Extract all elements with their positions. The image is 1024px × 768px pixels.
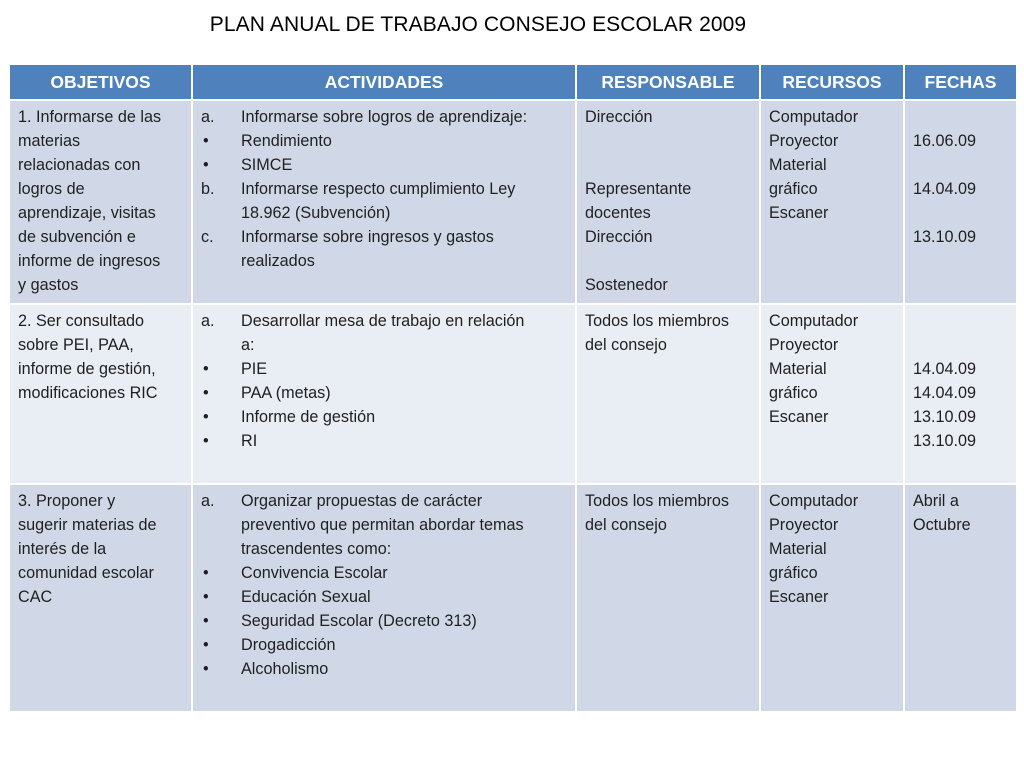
- list-item-text: Educación Sexual: [241, 588, 371, 606]
- recurso-line: Computador: [769, 312, 859, 330]
- responsable-cell: [576, 304, 760, 484]
- objetivo-line: aprendizaje, visitas: [18, 204, 156, 222]
- actividades-cell: [192, 100, 576, 304]
- objetivo-line: informe de gestión,: [18, 360, 156, 378]
- recurso-line: Material: [769, 540, 827, 558]
- list-item-text: PAA (metas): [241, 384, 331, 402]
- list-item: [201, 405, 567, 429]
- header-row: [9, 64, 1017, 100]
- actividades-cell: [192, 484, 576, 712]
- list-item: [201, 105, 567, 129]
- table-row: [9, 484, 1017, 712]
- bullet-icon: •: [203, 360, 209, 378]
- header-fechas: FECHAS: [904, 64, 1017, 100]
- objetivo-line: materias: [18, 132, 81, 150]
- list-item-text: Informarse respecto cumplimiento Ley: [241, 180, 516, 198]
- list-item-text: RI: [241, 432, 258, 450]
- bullet-icon: •: [203, 564, 209, 582]
- recurso-line: Computador: [769, 108, 859, 126]
- fecha-line: 13.10.09: [913, 432, 977, 450]
- list-item: [201, 357, 567, 381]
- list-item-text: 18.962 (Subvención): [241, 204, 391, 222]
- header-recursos: RECURSOS: [760, 64, 904, 100]
- list-item-text: Desarrollar mesa de trabajo en relación: [241, 312, 525, 330]
- spacer: [913, 309, 1008, 333]
- list-item-text: SIMCE: [241, 156, 293, 174]
- list-item: [201, 489, 567, 561]
- list-item-text: Organizar propuestas de carácter: [241, 492, 483, 510]
- header-objetivos: OBJETIVOS: [9, 64, 192, 100]
- objetivo-line: interés de la: [18, 540, 107, 558]
- spacer: [913, 333, 1008, 357]
- fechas-cell: [904, 484, 1017, 712]
- bullet-icon: •: [203, 660, 209, 678]
- list-item: [201, 561, 567, 585]
- recurso-line: Proyector: [769, 336, 839, 354]
- actividades-cell: [192, 304, 576, 484]
- actividades-list: [201, 489, 567, 681]
- responsable-line: Dirección: [585, 108, 653, 126]
- responsable-cell: [576, 484, 760, 712]
- recursos-cell: [760, 484, 904, 712]
- responsable-line: Todos los miembros: [585, 492, 729, 510]
- objetivo-line: 3. Proponer y: [18, 492, 116, 510]
- recurso-line: Proyector: [769, 132, 839, 150]
- list-item-text: Informarse sobre ingresos y gastos: [241, 228, 494, 246]
- responsable-line: del consejo: [585, 516, 667, 534]
- list-marker: a.: [201, 492, 215, 510]
- list-item-text: Informe de gestión: [241, 408, 376, 426]
- list-item: [201, 129, 567, 153]
- bullet-icon: •: [203, 408, 209, 426]
- objetivo-line: de subvención e: [18, 228, 136, 246]
- actividades-list: [201, 309, 567, 453]
- list-item: [201, 585, 567, 609]
- fecha-line: 14.04.09: [913, 360, 977, 378]
- fecha-line: 16.06.09: [913, 132, 977, 150]
- table-row: [9, 304, 1017, 484]
- objetivo-cell: [9, 304, 192, 484]
- list-marker: b.: [201, 180, 215, 198]
- list-item-text: Informarse sobre logros de aprendizaje:: [241, 108, 528, 126]
- recurso-line: Material: [769, 360, 827, 378]
- fecha-line: 14.04.09: [913, 384, 977, 402]
- bullet-icon: •: [203, 384, 209, 402]
- list-item-text: realizados: [241, 252, 315, 270]
- fecha-line: 13.10.09: [913, 228, 977, 246]
- responsable-cell: [576, 100, 760, 304]
- objetivo-line: sobre PEI, PAA,: [18, 336, 134, 354]
- spacer: [913, 201, 1008, 225]
- recurso-line: Computador: [769, 492, 859, 510]
- fecha-line: Abril a: [913, 492, 959, 510]
- list-item: [201, 633, 567, 657]
- list-item-text: a:: [241, 336, 255, 354]
- list-item-text: Convivencia Escolar: [241, 564, 388, 582]
- list-item: [201, 177, 567, 225]
- recurso-line: Escaner: [769, 204, 829, 222]
- actividades-list: [201, 105, 567, 273]
- list-item-text: Drogadicción: [241, 636, 336, 654]
- list-marker: a.: [201, 108, 215, 126]
- list-marker: c.: [201, 228, 214, 246]
- list-item-text: trascendentes como:: [241, 540, 392, 558]
- responsable-line: docentes: [585, 204, 651, 222]
- objetivo-line: logros de: [18, 180, 85, 198]
- objetivo-line: sugerir materias de: [18, 516, 157, 534]
- responsable-line: Representante: [585, 180, 692, 198]
- fechas-cell: [904, 100, 1017, 304]
- recursos-cell: [760, 304, 904, 484]
- bullet-icon: •: [203, 132, 209, 150]
- recurso-line: Material: [769, 156, 827, 174]
- objetivo-line: CAC: [18, 588, 53, 606]
- recurso-line: gráfico: [769, 180, 818, 198]
- objetivo-line: comunidad escolar: [18, 564, 154, 582]
- table-row: [9, 100, 1017, 304]
- responsable-line: del consejo: [585, 336, 667, 354]
- list-item-text: Seguridad Escolar (Decreto 313): [241, 612, 477, 630]
- recursos-cell: [760, 100, 904, 304]
- plan-table: [8, 63, 1018, 713]
- objetivo-cell: [9, 484, 192, 712]
- list-item-text: Rendimiento: [241, 132, 332, 150]
- fecha-line: 13.10.09: [913, 408, 977, 426]
- fecha-line: Octubre: [913, 516, 971, 534]
- responsable-line: Dirección: [585, 228, 653, 246]
- spacer: [913, 153, 1008, 177]
- bullet-icon: •: [203, 588, 209, 606]
- list-item: [201, 153, 567, 177]
- list-item-text: PIE: [241, 360, 268, 378]
- objetivo-line: modificaciones RIC: [18, 384, 158, 402]
- list-marker: a.: [201, 312, 215, 330]
- objetivo-line: y gastos: [18, 276, 79, 294]
- list-item: [201, 609, 567, 633]
- list-item-text: preventivo que permitan abordar temas: [241, 516, 524, 534]
- list-item: [201, 429, 567, 453]
- spacer: [913, 105, 1008, 129]
- objetivo-line: relacionadas con: [18, 156, 141, 174]
- fecha-line: 14.04.09: [913, 180, 977, 198]
- page-title: PLAN ANUAL DE TRABAJO CONSEJO ESCOLAR 2009: [209, 13, 747, 36]
- recurso-line: gráfico: [769, 564, 818, 582]
- list-item-text: Alcoholismo: [241, 660, 329, 678]
- objetivo-line: 2. Ser consultado: [18, 312, 144, 330]
- objetivo-line: informe de ingresos: [18, 252, 161, 270]
- header-actividades: ACTIVIDADES: [192, 64, 576, 100]
- header-responsable: RESPONSABLE: [576, 64, 760, 100]
- recurso-line: Escaner: [769, 408, 829, 426]
- list-item: [201, 309, 567, 357]
- spacer: [585, 129, 751, 153]
- objetivo-line: 1. Informarse de las: [18, 108, 162, 126]
- responsable-line: Todos los miembros: [585, 312, 729, 330]
- spacer: [585, 153, 751, 177]
- bullet-icon: •: [203, 156, 209, 174]
- list-item: [201, 381, 567, 405]
- objetivo-cell: [9, 100, 192, 304]
- bullet-icon: •: [203, 432, 209, 450]
- bullet-icon: •: [203, 612, 209, 630]
- recurso-line: gráfico: [769, 384, 818, 402]
- bullet-icon: •: [203, 636, 209, 654]
- list-item: [201, 225, 567, 273]
- responsable-line: Sostenedor: [585, 276, 668, 294]
- spacer: [585, 249, 751, 273]
- recurso-line: Proyector: [769, 516, 839, 534]
- recurso-line: Escaner: [769, 588, 829, 606]
- fechas-cell: [904, 304, 1017, 484]
- list-item: [201, 657, 567, 681]
